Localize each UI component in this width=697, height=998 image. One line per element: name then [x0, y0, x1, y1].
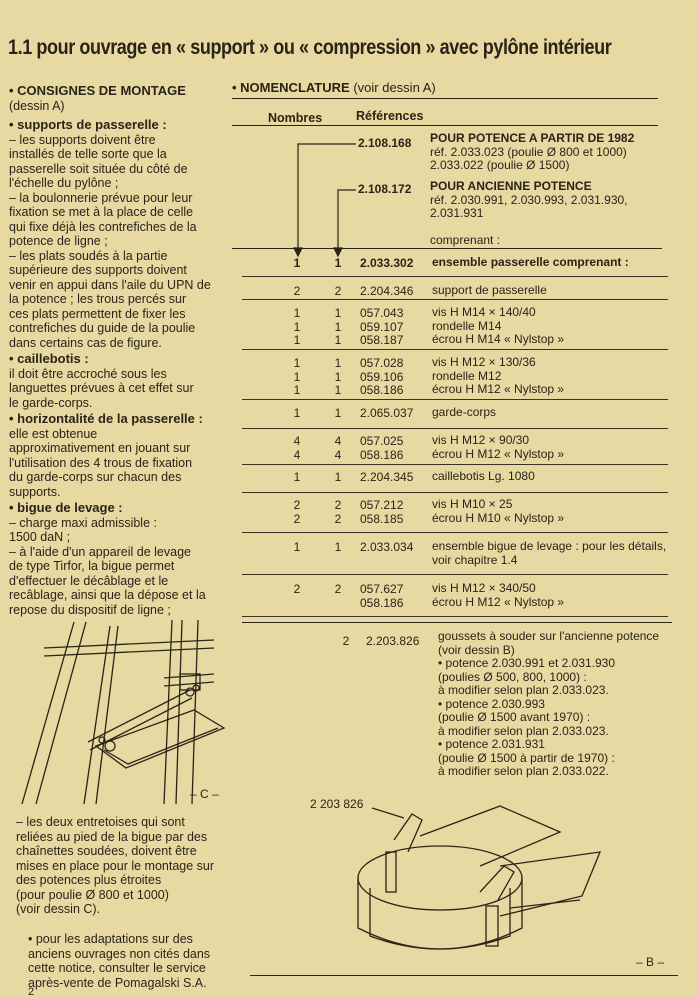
item-ref: 057.627	[360, 582, 404, 596]
qty-b: 1	[334, 369, 342, 384]
text-line: (poulies Ø 500, 800, 1000) :	[438, 669, 587, 684]
horizontalite-text	[9, 427, 219, 500]
rule-header	[232, 125, 658, 126]
qty-b: 2	[334, 511, 342, 526]
text-line: (voir dessin C).	[16, 902, 101, 916]
top-ref-1-desc	[430, 132, 634, 173]
qty-b: 2	[334, 498, 342, 512]
qty-a: 1	[293, 369, 301, 384]
item-desc: vis H M14 × 140/40	[432, 305, 536, 319]
text-line: • pour les adaptations sur des	[28, 932, 193, 946]
item-ref: 2.204.345	[360, 470, 414, 484]
goussets-qty: 2	[342, 634, 350, 648]
top-ref-2: 2.108.172	[358, 182, 412, 196]
text-line: des potences plus étroites	[16, 873, 162, 887]
row-divider	[242, 492, 668, 493]
item-desc: rondelle M12	[432, 368, 502, 383]
rule-top	[232, 98, 658, 99]
qty-a: 2	[293, 582, 301, 596]
top-ref-1: 2.108.168	[358, 136, 412, 150]
consignes-heading: • CONSIGNES DE MONTAGE	[9, 83, 186, 98]
text-line: venir en appui dans l'aile du UPN de	[9, 277, 211, 292]
qty-b: 1	[334, 306, 342, 320]
goussets-ref: 2.203.826	[366, 634, 420, 648]
item-desc: caillebotis Lg. 1080	[432, 469, 535, 483]
row-divider	[242, 532, 668, 533]
qty-a: 1	[293, 356, 301, 370]
text-line: 2.033.022 (poulie Ø 1500)	[430, 158, 570, 172]
item-desc: ensemble passerelle comprenant :	[432, 255, 629, 269]
text-line: installés de telle sorte que la	[9, 147, 167, 161]
item-desc: voir chapitre 1.4	[432, 552, 518, 567]
page-number: 2	[28, 986, 35, 998]
supports-heading: • supports de passerelle :	[9, 117, 167, 132]
item-desc: rondelle M14	[432, 318, 502, 333]
qty-a: 4	[293, 447, 301, 462]
qty-a: 1	[293, 540, 301, 554]
qty-a: 1	[293, 383, 301, 397]
item-desc: écrou H M14 « Nylstop »	[432, 332, 565, 346]
qty-b: 4	[334, 447, 342, 462]
text-line: à modifier selon plan 2.033.023.	[438, 683, 609, 697]
text-line: il doit être accroché sous les	[9, 366, 167, 381]
nomenclature-heading	[232, 80, 436, 95]
qty-b: 2	[334, 284, 342, 298]
item-ref: 057.043	[360, 306, 404, 320]
row-divider	[242, 399, 668, 400]
text-line: (poulie Ø 1500 avant 1970) :	[438, 710, 591, 724]
page-title: 1.1 pour ouvrage en « support » ou « compression » avec pylône intérieur	[8, 36, 612, 59]
text-line: passerelle soit située du côté de	[9, 161, 188, 176]
section-rule	[242, 622, 672, 623]
text-line: supports.	[9, 484, 61, 499]
text-line	[430, 221, 628, 235]
text-line: reliées au pied de la bigue par des	[16, 829, 208, 844]
item-ref: 058.186	[360, 447, 404, 462]
text-line: comprenant :	[430, 233, 501, 247]
text-line: – les plats soudés à la partie	[9, 248, 168, 263]
rule-bottom	[250, 975, 678, 976]
horizontalite-heading: • horizontalité de la passerelle :	[9, 411, 203, 426]
qty-b: 1	[334, 540, 342, 554]
text-line: l'échelle du pylône ;	[9, 176, 119, 190]
drawing-b	[300, 796, 690, 972]
text-line: repose du dispositif de ligne ;	[9, 602, 171, 617]
entretoises-block	[16, 815, 241, 917]
qty-a: 1	[293, 319, 301, 334]
row-divider	[242, 276, 668, 277]
goussets-desc	[438, 630, 659, 779]
text-line: réf. 2.030.991, 2.030.993, 2.031.930,	[430, 192, 628, 207]
bigue-heading: • bigue de levage :	[9, 500, 123, 515]
text-line: goussets à souder sur l'ancienne potence	[438, 629, 660, 643]
qty-b: 1	[334, 356, 342, 370]
drawing-b-label: – B –	[636, 955, 665, 969]
item-ref: 2.033.302	[360, 256, 414, 270]
item-desc: écrou H M10 « Nylstop »	[432, 510, 565, 525]
section-rule	[232, 248, 662, 249]
text-line: 2.031.931	[430, 206, 484, 220]
text-line: (voir dessin B)	[438, 642, 515, 657]
text-line: 1500 daN ;	[9, 530, 71, 544]
qty-a: 4	[293, 434, 301, 448]
row-divider	[242, 574, 668, 575]
item-desc: vis H M10 × 25	[432, 497, 513, 511]
qty-b: 1	[334, 333, 342, 347]
item-desc: support de passerelle	[432, 283, 547, 297]
text-line: chaînettes soudées, doivent être	[16, 844, 197, 858]
text-line: POUR POTENCE A PARTIR DE 1982	[430, 131, 635, 145]
drawing-c	[14, 618, 228, 806]
item-ref: 057.025	[360, 434, 404, 448]
item-ref: 2.204.346	[360, 284, 414, 298]
text-line: qui fixe déjà les contrefiches de la	[9, 219, 197, 234]
text-line: anciens ouvrages non cités dans	[28, 946, 211, 961]
qty-b: 1	[334, 406, 342, 420]
qty-a: 2	[293, 498, 301, 512]
text-line: dans certains cas de figure.	[9, 335, 162, 350]
text-line: elle est obtenue	[9, 426, 98, 441]
entretoises-text	[16, 815, 241, 917]
ref-arrows	[290, 140, 370, 260]
text-line: la potence ; les trous percés sur	[9, 292, 187, 306]
supports-text	[9, 133, 219, 351]
item-ref: 058.187	[360, 333, 404, 347]
adaptations-block	[28, 932, 238, 990]
qty-b: 4	[334, 434, 342, 448]
text-line: mises en place pour le montage sur	[16, 858, 215, 873]
drawing-b-ref: 2 203 826	[310, 797, 364, 811]
row-divider	[242, 428, 668, 429]
row-divider	[242, 299, 668, 300]
item-desc: écrou H M12 « Nylstop »	[432, 446, 565, 461]
text-line: recâblage, ainsi que la dépose et la	[9, 588, 206, 602]
text-line: le garde-corps.	[9, 395, 93, 410]
text-line: à modifier selon plan 2.033.022.	[438, 764, 609, 778]
qty-a: 2	[293, 511, 301, 526]
text-line: à modifier selon plan 2.033.023.	[438, 723, 609, 738]
qty-a: 1	[293, 306, 301, 320]
caillebotis-heading: • caillebotis :	[9, 351, 89, 366]
item-ref: 058.185	[360, 511, 404, 526]
qty-a: 1	[293, 470, 301, 484]
text-line: l'utilisation des 4 trous de fixation	[9, 455, 193, 470]
item-desc: vis H M12 × 340/50	[432, 581, 536, 595]
qty-b: 1	[334, 256, 342, 270]
item-ref: 057.028	[360, 356, 404, 370]
item-ref: 058.186	[360, 383, 404, 397]
left-column	[9, 84, 219, 617]
caillebotis-text	[9, 367, 219, 411]
consignes-subtitle: (dessin A)	[9, 98, 65, 113]
text-line: – charge maxi admissible :	[9, 515, 157, 530]
text-line: – à l'aide d'un appareil de levage	[9, 544, 191, 559]
item-ref: 059.106	[360, 369, 404, 384]
text-line: supérieure des supports doivent	[9, 263, 187, 277]
text-line: ces plats permettent de fixer les	[9, 306, 186, 321]
text-line: de type Tirfor, la bigue permet	[9, 559, 175, 573]
text-line: • potence 2.030.993	[438, 696, 545, 711]
drawing-c-label: – C –	[190, 787, 219, 801]
text-line: du garde-corps sur chacun des	[9, 470, 182, 484]
text-line: approximativement en jouant sur	[9, 441, 191, 455]
row-divider	[242, 464, 668, 465]
row-divider	[242, 616, 668, 617]
item-desc: écrou H M12 « Nylstop »	[432, 594, 565, 609]
text-line: POUR ANCIENNE POTENCE	[430, 179, 592, 193]
text-line: • potence 2.030.991 et 2.031.930	[438, 656, 616, 670]
item-ref: 2.033.034	[360, 540, 414, 554]
text-line: réf. 2.033.023 (poulie Ø 800 et 1000)	[430, 144, 627, 159]
qty-b: 1	[334, 383, 342, 397]
text-line: (pour poulie Ø 800 et 1000)	[16, 887, 169, 902]
text-line: fixation se met à la place de celle	[9, 205, 194, 219]
item-desc: vis H M12 × 90/30	[432, 433, 530, 447]
item-desc: écrou H M12 « Nylstop »	[432, 382, 565, 396]
col-nombres: Nombres	[268, 111, 323, 125]
qty-a: 2	[293, 284, 301, 298]
text-line: potence de ligne ;	[9, 234, 108, 248]
text-line: cette notice, consulter le service	[28, 961, 206, 975]
text-line: contrefiches du guide de la poulie	[9, 321, 196, 335]
text-line: – les deux entretoises qui sont	[16, 815, 185, 829]
item-desc: vis H M12 × 130/36	[432, 355, 536, 369]
top-ref-2-desc	[430, 180, 628, 248]
text-line: d'effectuer le décâblage et le	[9, 573, 169, 588]
bigue-text	[9, 516, 219, 618]
item-ref: 059.107	[360, 319, 404, 334]
item-desc: garde-corps	[432, 405, 497, 419]
text-line: (poulie Ø 1500 à partir de 1970) :	[438, 750, 615, 765]
text-line: – la boulonnerie prévue pour leur	[9, 190, 193, 205]
adaptations-text	[28, 932, 238, 990]
qty-a: 1	[293, 406, 301, 420]
text-line: – les supports doivent être	[9, 132, 156, 147]
nomenclature-title: • NOMENCLATURE	[232, 80, 350, 95]
item-ref: 057.212	[360, 498, 404, 512]
text-line: languettes prévues à cet effet sur	[9, 381, 194, 395]
item-ref: 058.186	[360, 595, 404, 610]
item-ref: 2.065.037	[360, 406, 414, 420]
qty-b: 1	[334, 319, 342, 334]
qty-b: 1	[334, 470, 342, 484]
qty-a: 1	[293, 333, 301, 347]
item-desc: ensemble bigue de levage : pour les détails,	[432, 539, 667, 553]
text-line: • potence 2.031.931	[438, 737, 545, 751]
col-references: Références	[356, 109, 424, 123]
nomenclature-subtitle: (voir dessin A)	[353, 80, 436, 95]
qty-a: 1	[293, 256, 301, 270]
row-divider	[242, 349, 668, 350]
qty-b: 2	[334, 582, 342, 596]
text-line: après-vente de Pomagalski S.A.	[28, 975, 207, 990]
